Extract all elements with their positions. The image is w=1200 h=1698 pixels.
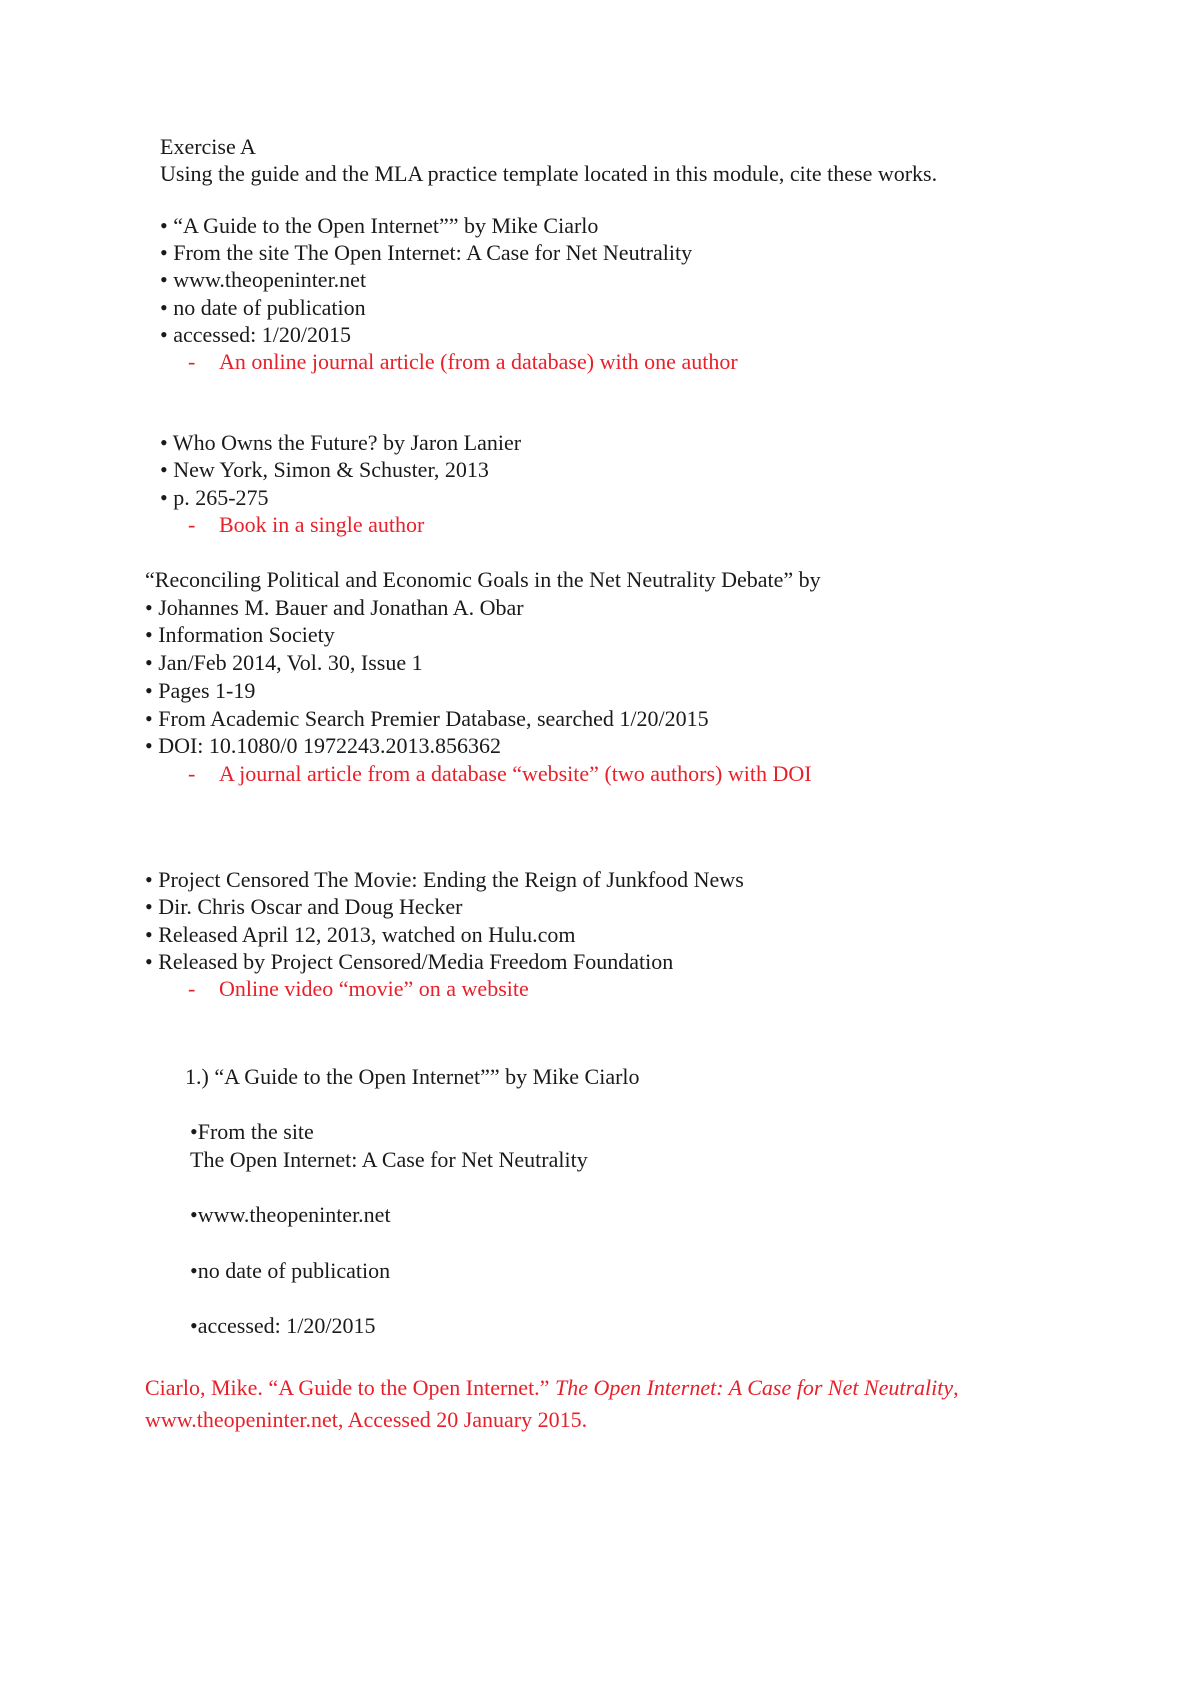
- list-item: • Released by Project Censored/Media Freedom Foundation: [145, 949, 674, 974]
- list-item: • New York, Simon & Schuster, 2013: [160, 457, 489, 482]
- mla-citation-line-1: [145, 1374, 959, 1402]
- list-item: • p. 265-275: [160, 485, 269, 510]
- answer-no-date: •no date of publication: [190, 1258, 391, 1283]
- list-item: • From Academic Search Premier Database, searched 1/20/2015: [145, 706, 709, 731]
- list-item: • www.theopeninter.net: [160, 267, 367, 292]
- list-item: • Released April 12, 2013, watched on Hulu.com: [145, 922, 576, 947]
- instructions: Using the guide and the MLA practice template located in this module, cite these works.: [160, 161, 938, 186]
- source-type-note: [188, 760, 812, 788]
- dash-marker: -: [188, 761, 196, 786]
- list-item: • From the site The Open Internet: A Case for Net Neutrality: [160, 240, 693, 265]
- list-item: • Project Censored The Movie: Ending the Reign of Junkfood News: [145, 867, 744, 892]
- list-item: • DOI: 10.1080/0 1972243.2013.856362: [145, 733, 502, 758]
- list-item: • Information Society: [145, 622, 335, 647]
- list-item: • “A Guide to the Open Internet”” by Mike Ciarlo: [160, 213, 599, 238]
- list-item: • Johannes M. Bauer and Jonathan A. Obar: [145, 595, 524, 620]
- mla-citation-line-2: www.theopeninter.net, Accessed 20 January 2015.: [145, 1407, 588, 1432]
- dash-marker: -: [188, 349, 196, 374]
- citation-container-title: The Open Internet: A Case for Net Neutrality: [554, 1375, 954, 1400]
- citation-author-title: Ciarlo, Mike. “A Guide to the Open Internet.”: [145, 1375, 555, 1400]
- answer-url: •www.theopeninter.net: [190, 1202, 391, 1227]
- list-item: • Pages 1-19: [145, 678, 256, 703]
- answer-site-label: •From the site: [190, 1119, 314, 1144]
- dash-marker: -: [188, 512, 196, 537]
- note-text: Online video “movie” on a website: [219, 976, 529, 1001]
- source-type-note: [188, 511, 424, 539]
- dash-marker: -: [188, 976, 196, 1001]
- work-heading: “Reconciling Political and Economic Goals in the Net Neutrality Debate” by: [145, 567, 821, 592]
- source-type-note: [188, 975, 529, 1003]
- exercise-title: Exercise A: [160, 134, 256, 159]
- list-item: • Who Owns the Future? by Jaron Lanier: [160, 430, 522, 455]
- citation-comma: ,: [953, 1375, 959, 1400]
- note-text: An online journal article (from a database) with one author: [219, 349, 738, 374]
- answer-site-name: The Open Internet: A Case for Net Neutrality: [190, 1147, 588, 1172]
- list-item: • no date of publication: [160, 295, 366, 320]
- answer-accessed: •accessed: 1/20/2015: [190, 1313, 376, 1338]
- answer-heading: 1.) “A Guide to the Open Internet”” by Mike Ciarlo: [185, 1064, 640, 1089]
- list-item: • Jan/Feb 2014, Vol. 30, Issue 1: [145, 650, 423, 675]
- source-type-note: [188, 348, 738, 376]
- list-item: • accessed: 1/20/2015: [160, 322, 351, 347]
- note-text: A journal article from a database “website” (two authors) with DOI: [219, 761, 812, 786]
- list-item: • Dir. Chris Oscar and Doug Hecker: [145, 894, 463, 919]
- note-text: Book in a single author: [219, 512, 425, 537]
